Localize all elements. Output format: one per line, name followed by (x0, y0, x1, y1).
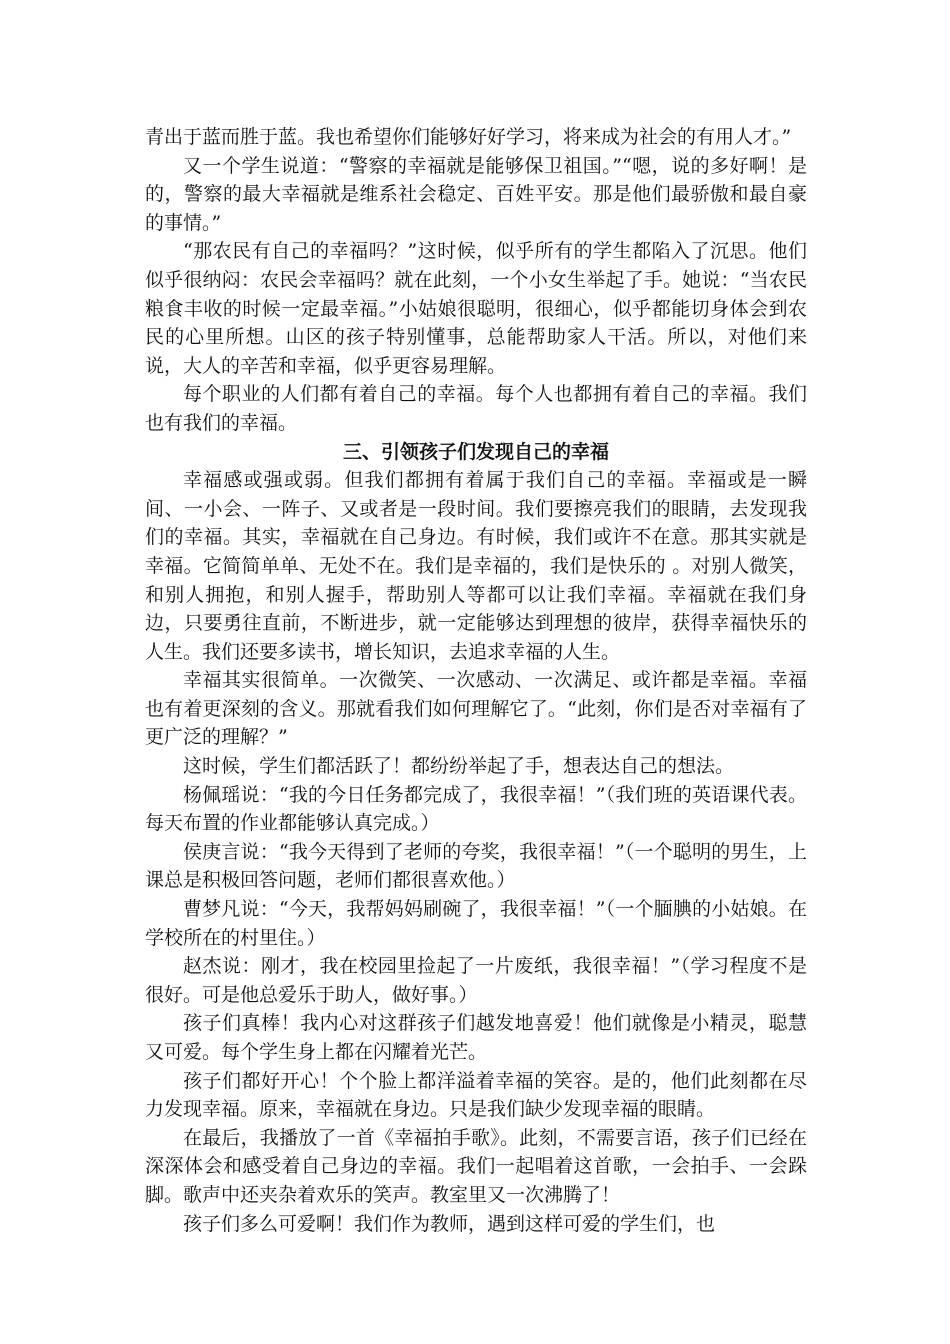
paragraph-every-profession: 每个职业的人们都有着自己的幸福。每个人也都拥有着自己的幸福。我们也有我们的幸福。 (145, 383, 807, 434)
paragraph-students-active: 这时候，学生们都活跃了！都纷纷举起了手，想表达自己的想法。 (183, 755, 735, 778)
paragraph-happiness-simple: 幸福其实很简单。一次微笑、一次感动、一次满足、或许都是幸福。幸福也有着更深刻的含义。那就看我们如何理解它了。“此刻，你们是否对幸福有了更广泛的理解？” (145, 669, 807, 749)
section-heading: 三、引领孩子们发现自己的幸福 (342, 440, 609, 463)
paragraph-children-great: 孩子们真棒！我内心对这群孩子们越发地喜爱！他们就像是小精灵，聪慧又可爱。每个学生身上都在闪耀着光芒。 (145, 1012, 807, 1063)
paragraph-children-lovely: 孩子们多么可爱啊！我们作为教师，遇到这样可爱的学生们，也 (183, 1212, 716, 1235)
paragraph-police-happiness: 又一个学生说道：“警察的幸福就是能够保卫祖国。”“嗯，说的多好啊！是的，警察的最大幸福就是维系社会稳定、百姓平安。那是他们最骄傲和最自豪的事情。” (145, 154, 807, 234)
paragraph-children-happy: 孩子们都好开心！个个脸上都洋溢着幸福的笑容。是的，他们此刻都在尽力发现幸福。原来，幸福就在身边。只是我们缺少发现幸福的眼睛。 (145, 1069, 807, 1121)
paragraph-continued: 青出于蓝而胜于蓝。我也希望你们能够好好学习，将来成为社会的有用人才。” (145, 126, 792, 148)
document-page (145, 123, 807, 1238)
paragraph-student-hou: 侯庚言说：“我今天得到了老师的夸奖，我很幸福！”（一个聪明的男生，上课总是积极回答问题，老师们都很喜欢他。） (145, 840, 807, 892)
paragraph-student-zhao: 赵杰说：刚才，我在校园里捡起了一片废纸，我很幸福！”（学习程度不是很好。可是他总爱乐于助人，做好事。） (145, 955, 807, 1006)
paragraph-farmer-happiness: “那农民有自己的幸福吗？”这时候，似乎所有的学生都陷入了沉思。他们似乎很纳闷：农民会幸福吗？就在此刻，一个小女生举起了手。她说：“当农民粮食丰收的时候一定最幸福。”小姑娘很聪明，很细心，似乎都能切身体会到农民的心里所想。山区的孩子特别懂事，总能帮助家人干活。所以，对他们来说，大人的辛苦和幸福，似乎更容易理解。 (145, 240, 807, 377)
paragraph-happiness-strong-weak: 幸福感或强或弱。但我们都拥有着属于我们自己的幸福。幸福或是一瞬间、一小会、一阵子、又或者是一段时间。我们要擦亮我们的眼睛，去发现我们的幸福。其实，幸福就在自己身边。有时候，我们或许不在意。那其实就是幸福。它简简单单、无处不在。我们是幸福的，我们是快乐的 。对别人微笑，和别人拥抱，和别人握手，帮助别人等都可以让我们幸福。幸福就在我们身边，只要勇往直前，不断进步，就一定能够达到理想的彼岸，获得幸福快乐的人生。我们还要多读书，增长知识，去追求幸福的人生。 (145, 469, 807, 663)
paragraph-happiness-song: 在最后，我播放了一首《幸福拍手歌》。此刻，不需要言语，孩子们已经在深深体会和感受着自己身边的幸福。我们一起唱着这首歌，一会拍手、一会跺脚。歌声中还夹杂着欢乐的笑声。教室里又一次沸腾了！ (145, 1126, 807, 1206)
paragraph-student-cao: 曹梦凡说：“今天，我帮妈妈刷碗了，我很幸福！”（一个腼腆的小姑娘。在学校所在的村里住。） (145, 898, 807, 949)
paragraph-student-yang: 杨佩瑶说：“我的今日任务都完成了，我很幸福！”（我们班的英语课代表。每天布置的作业都能够认真完成。） (145, 783, 807, 835)
